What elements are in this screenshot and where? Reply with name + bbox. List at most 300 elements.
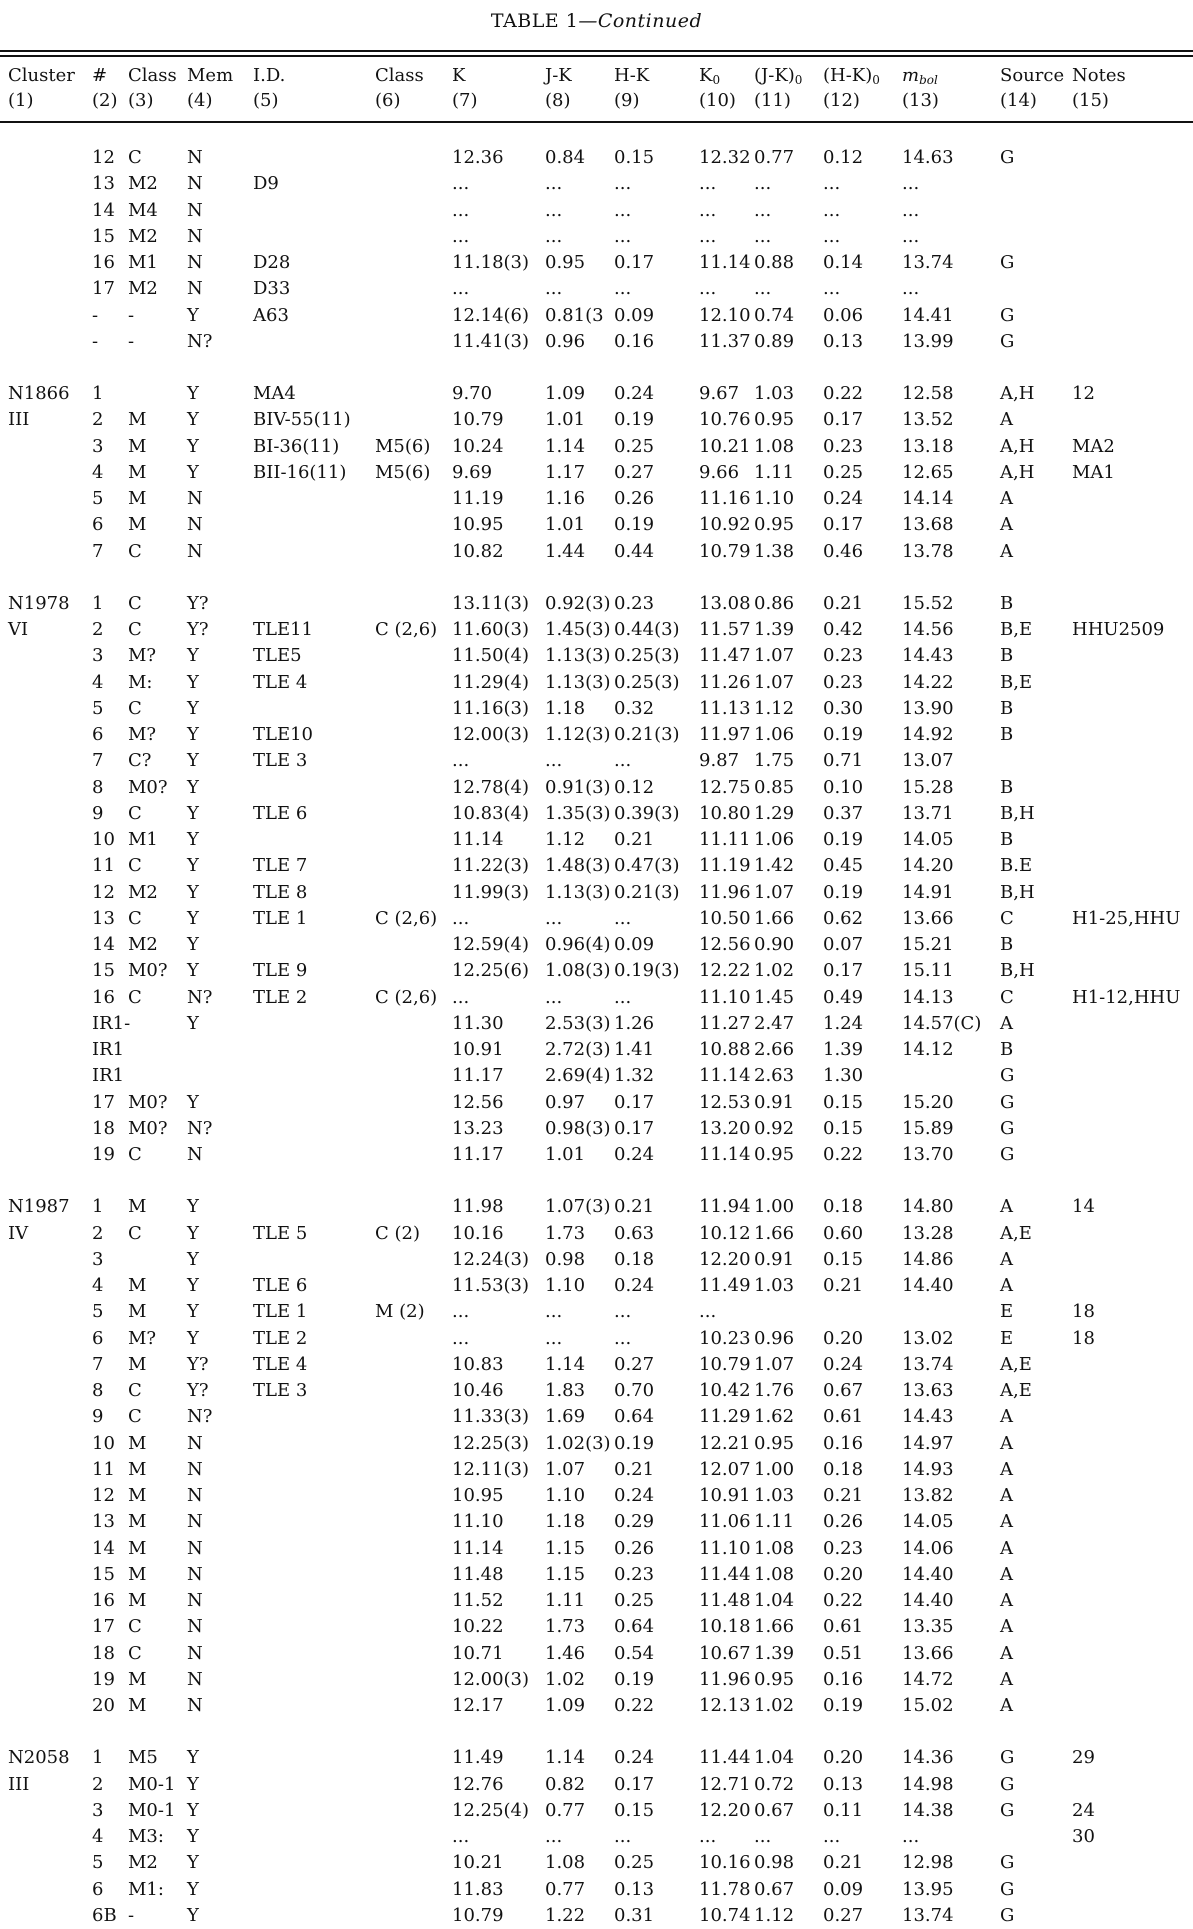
cell-membership: Y (187, 1327, 199, 1349)
cell-k-mag: ... (452, 986, 470, 1008)
cell-star-number: 3 (92, 645, 104, 667)
cell-membership: Y (187, 1248, 199, 1270)
cell-j-k: ... (545, 173, 563, 195)
cell-source: A,H (1000, 383, 1035, 404)
cell-h-k0: ... (823, 199, 841, 221)
cell-membership: N (187, 1590, 203, 1611)
header-number-star-number: (2) (92, 90, 118, 111)
cell-j-k: ... (545, 199, 563, 221)
cell-star-number: 17 (92, 1091, 115, 1113)
cell-m-bol: ... (902, 225, 920, 247)
cell-j-k0: 1.12 (754, 697, 795, 719)
cell-membership: N (187, 514, 203, 536)
cell-j-k: 0.98 (545, 1248, 586, 1270)
cell-source: B (1000, 645, 1014, 667)
header-subscript: bol (919, 73, 938, 87)
cell-identification: TLE 4 (253, 671, 308, 693)
cell-k-mag: 12.11(3) (452, 1458, 530, 1480)
cell-k-mag: 12.17 (452, 1695, 504, 1716)
cell-k0: 13.08 (699, 592, 751, 614)
cell-class: M0-1 (128, 1799, 176, 1821)
cell-j-k0: 0.96 (754, 1327, 795, 1349)
cell-j-k0: 0.85 (754, 776, 795, 798)
cell-h-k: 0.23 (614, 592, 655, 614)
cell-h-k0: ... (823, 225, 841, 247)
cell-j-k: 1.14 (545, 435, 586, 457)
cell-source: G (1000, 1852, 1015, 1874)
cell-membership: N (187, 199, 203, 221)
cell-star-number: 6 (92, 1878, 104, 1900)
cell-k-mag: 12.25(6) (452, 960, 530, 982)
cell-m-bol: 13.52 (902, 409, 954, 431)
cell-j-k0: 0.86 (754, 592, 795, 614)
cell-j-k0: 1.12 (754, 1904, 795, 1926)
cell-star-number: 6 (92, 724, 104, 745)
cell-k-mag: 11.48 (452, 1563, 504, 1585)
cell-k0: 12.07 (699, 1458, 751, 1480)
cell-m-bol: 14.40 (902, 1563, 954, 1585)
header-j-k: J-K (545, 65, 572, 86)
cell-membership: N (187, 252, 203, 273)
cell-k-mag: 11.14 (452, 829, 504, 850)
cell-class: C (128, 147, 142, 168)
cell-class: M (128, 1563, 147, 1585)
cell-k0: ... (699, 199, 717, 221)
cell-source: A (1000, 409, 1013, 431)
cell-k0: 13.20 (699, 1117, 751, 1139)
cell-j-k: 1.02(3) (545, 1432, 611, 1454)
cell-membership: Y? (187, 1380, 209, 1401)
cell-identification: TLE 7 (253, 855, 308, 877)
cell-identification: TLE5 (253, 645, 302, 667)
cell-star-number: 1 (92, 1196, 104, 1218)
cell-m-bol: 14.63 (902, 147, 954, 168)
cell-j-k: 2.69(4) (545, 1065, 611, 1087)
cell-h-k0: 0.22 (823, 1590, 864, 1611)
cell-h-k: ... (614, 986, 632, 1008)
cell-k-mag: ... (452, 907, 470, 929)
cell-h-k0: 0.13 (823, 330, 864, 352)
cell-star-number: 8 (92, 776, 104, 798)
cell-k-mag: 12.25(4) (452, 1799, 530, 1821)
cell-m-bol: 13.71 (902, 802, 954, 824)
cell-h-k0: 0.06 (823, 304, 864, 326)
cell-k0: 11.96 (699, 1668, 751, 1690)
cell-j-k: ... (545, 750, 563, 772)
header-number-class: (3) (128, 90, 154, 111)
table-row (0, 801, 1193, 827)
table-row (0, 1431, 1193, 1457)
table-row (0, 460, 1193, 486)
cell-k0: 11.14 (699, 1065, 751, 1087)
cell-identification: TLE 2 (253, 986, 308, 1008)
table-row (0, 1063, 1193, 1089)
cell-identification: D9 (253, 173, 279, 195)
cell-star-number: 5 (92, 697, 104, 719)
cell-source: A (1000, 1642, 1013, 1664)
header-j-k0: $(J-K)_0$ (754, 65, 803, 87)
cell-class: M1 (128, 252, 158, 273)
cell-k-mag: 10.21 (452, 1852, 504, 1874)
cell-membership: N (187, 225, 203, 247)
cell-k-mag: 11.18(3) (452, 252, 530, 273)
cell-h-k: ... (614, 907, 632, 929)
header-number-k0: (10) (699, 90, 736, 111)
cell-j-k: 1.07 (545, 1458, 586, 1480)
cell-h-k0: 0.17 (823, 514, 864, 536)
cell-m-bol: 12.65 (902, 461, 954, 483)
cell-class: C (128, 540, 142, 562)
cell-class: - (128, 1904, 135, 1926)
cell-h-k: 0.27 (614, 461, 655, 483)
cell-class: C (128, 1380, 142, 1401)
cell-membership: Y (187, 750, 199, 772)
cell-star-number: 3 (92, 1799, 104, 1821)
cell-class: M? (128, 1327, 157, 1349)
cell-j-k: 1.17 (545, 461, 586, 483)
cell-h-k: 0.15 (614, 1799, 655, 1821)
cell-h-k: 0.26 (614, 488, 655, 509)
cell-k-mag: ... (452, 1327, 470, 1349)
cell-star-number: 14 (92, 934, 115, 955)
cell-h-k: ... (614, 750, 632, 772)
cell-h-k: 0.17 (614, 1091, 655, 1113)
cell-j-k0: 2.47 (754, 1012, 795, 1034)
cell-j-k0: 1.07 (754, 645, 795, 667)
cell-star-number: 4 (92, 1275, 104, 1296)
cell-notes: 18 (1072, 1301, 1095, 1323)
cell-m-bol: 14.06 (902, 1537, 954, 1559)
table-row (0, 722, 1193, 748)
cell-h-k0: 0.15 (823, 1248, 864, 1270)
cell-h-k: 0.27 (614, 1353, 655, 1375)
cell-k0: 11.10 (699, 1537, 751, 1559)
cell-source: A (1000, 1458, 1013, 1480)
cell-class: M (128, 461, 147, 483)
cell-j-k: 1.10 (545, 1275, 586, 1296)
cell-j-k0: 1.03 (754, 1275, 795, 1296)
cell-j-k: 0.77 (545, 1799, 586, 1821)
cell-j-k0: 1.06 (754, 724, 795, 745)
cell-h-k0: 1.39 (823, 1039, 864, 1060)
cell-k0: 11.27 (699, 1012, 751, 1034)
cell-h-k0: 0.37 (823, 802, 864, 824)
cell-membership: N? (187, 986, 213, 1008)
cell-spectral-class: M5(6) (375, 461, 431, 483)
cell-class: C (128, 1642, 142, 1664)
cell-spectral-class: C (2) (375, 1222, 420, 1244)
cell-k0: 12.56 (699, 934, 751, 955)
cell-k0: 10.79 (699, 540, 751, 562)
cell-j-k: 1.12 (545, 829, 586, 850)
cell-k0: 12.20 (699, 1248, 751, 1270)
cell-h-k0: ... (823, 173, 841, 195)
cell-star-number: 4 (92, 461, 104, 483)
header-number-membership: (4) (187, 90, 213, 111)
cell-k0: 11.44 (699, 1563, 751, 1585)
cell-h-k0: 0.27 (823, 1904, 864, 1926)
cell-m-bol: 13.82 (902, 1485, 954, 1506)
cell-membership: Y (187, 645, 199, 667)
cell-class: M (128, 1196, 147, 1218)
cell-m-bol: 14.98 (902, 1773, 954, 1795)
cell-class: M (128, 1668, 147, 1690)
cell-k0: 10.80 (699, 802, 751, 824)
cell-j-k0: 0.72 (754, 1773, 795, 1795)
cell-k-mag: 10.95 (452, 514, 504, 536)
cell-j-k0: ... (754, 1826, 772, 1847)
cell-k0: 11.97 (699, 724, 751, 745)
cell-membership: N (187, 1144, 203, 1165)
table-row (0, 1378, 1193, 1404)
cell-notes: 30 (1072, 1826, 1095, 1847)
cell-source: G (1000, 330, 1015, 352)
cell-j-k0: 1.76 (754, 1380, 795, 1401)
cell-j-k: 1.73 (545, 1616, 586, 1638)
cell-cluster: N1987 (8, 1196, 70, 1218)
cell-j-k: 1.44 (545, 540, 586, 562)
cell-class: C (128, 697, 142, 719)
table-row (0, 906, 1193, 932)
cell-j-k: ... (545, 1301, 563, 1323)
cell-source: G (1000, 1799, 1015, 1821)
cell-j-k: 0.98(3) (545, 1117, 611, 1139)
cell-spectral-class: M5(6) (375, 435, 431, 457)
cell-m-bol: 14.20 (902, 855, 954, 877)
cell-m-bol: 13.35 (902, 1616, 954, 1638)
top-rule-2 (0, 55, 1193, 57)
cell-m-bol: 14.93 (902, 1458, 954, 1480)
header-identification: I.D. (253, 65, 286, 86)
header-number-k-mag: (7) (452, 90, 478, 111)
cell-source: E (1000, 1301, 1014, 1323)
cell-star-number: 15 (92, 960, 115, 982)
cell-source: A,H (1000, 461, 1035, 483)
cell-m-bol: 14.05 (902, 1511, 954, 1533)
cell-h-k0: 0.26 (823, 1511, 864, 1533)
cell-k0: 11.11 (699, 829, 751, 850)
cell-k-mag: 11.99(3) (452, 881, 530, 903)
cell-j-k: 1.18 (545, 1511, 586, 1533)
cell-identification: TLE 3 (253, 750, 308, 772)
cell-j-k0: 2.66 (754, 1039, 795, 1060)
cell-k0: 12.53 (699, 1091, 751, 1113)
cell-class: M5 (128, 1747, 158, 1769)
cell-h-k: 0.09 (614, 304, 655, 326)
cell-j-k0: 1.07 (754, 881, 795, 903)
cell-membership: Y (187, 461, 199, 483)
cell-h-k: 0.31 (614, 1904, 655, 1926)
cell-k0: ... (699, 225, 717, 247)
cell-star-number: 3 (92, 435, 104, 457)
cell-star-number: 1 (92, 383, 104, 404)
cell-j-k: 0.82 (545, 1773, 586, 1795)
cell-class: - (128, 330, 135, 352)
cell-membership: N (187, 1563, 203, 1585)
cell-h-k: ... (614, 1301, 632, 1323)
cell-class: M (128, 1537, 147, 1559)
table-row (0, 958, 1193, 984)
cell-k-mag: ... (452, 225, 470, 247)
cell-j-k: 1.07(3) (545, 1196, 611, 1218)
cell-star-number: IR1 (92, 1065, 125, 1087)
cell-h-k: 0.29 (614, 1511, 655, 1533)
cell-source: A (1000, 1248, 1013, 1270)
cell-identification: BIV-55(11) (253, 409, 351, 431)
cell-cluster: N2058 (8, 1747, 70, 1769)
cell-h-k: 0.21 (614, 829, 655, 850)
cell-k0: 11.47 (699, 645, 751, 667)
cell-j-k: 1.22 (545, 1904, 586, 1926)
cell-membership: N? (187, 330, 213, 352)
cell-membership: N (187, 278, 203, 300)
cell-h-k: 0.39(3) (614, 802, 680, 824)
cell-star-number: 18 (92, 1117, 115, 1139)
cell-membership: Y (187, 907, 199, 929)
cell-h-k0: 0.16 (823, 1668, 864, 1690)
cell-identification: TLE 1 (253, 1301, 308, 1323)
cell-membership: Y (187, 776, 199, 798)
cell-j-k0: 1.11 (754, 1511, 795, 1533)
cell-h-k0: 0.20 (823, 1747, 864, 1769)
cell-k-mag: 11.22(3) (452, 855, 530, 877)
cell-j-k0: 1.42 (754, 855, 795, 877)
cell-star-number: 7 (92, 750, 104, 772)
cell-h-k: 1.41 (614, 1039, 655, 1060)
cell-membership: Y? (187, 619, 209, 640)
table-row (0, 1667, 1193, 1693)
cell-source: G (1000, 1091, 1015, 1113)
cell-class: M0? (128, 776, 168, 798)
cell-h-k0: 0.21 (823, 1485, 864, 1506)
cell-j-k: 1.15 (545, 1537, 586, 1559)
cell-class: M2 (128, 173, 158, 195)
cell-j-k0: 1.04 (754, 1590, 795, 1611)
cell-class: C (128, 592, 142, 614)
cell-k-mag: 10.16 (452, 1222, 504, 1244)
cell-identification: TLE 1 (253, 907, 308, 929)
cell-h-k: ... (614, 199, 632, 221)
cell-source: G (1000, 1144, 1015, 1165)
cell-j-k: 0.92(3) (545, 592, 611, 614)
cell-cluster: III (8, 1773, 30, 1795)
cell-j-k: 0.81(3 (545, 304, 604, 326)
cell-source: G (1000, 304, 1015, 326)
cell-source: A (1000, 1668, 1013, 1690)
cell-h-k0: 0.23 (823, 1537, 864, 1559)
cell-source: E (1000, 1327, 1014, 1349)
cell-class: C (128, 619, 142, 640)
cell-h-k0: 0.20 (823, 1327, 864, 1349)
header-number-m-bol: (13) (902, 90, 939, 111)
cell-h-k: 0.18 (614, 1248, 655, 1270)
cell-source: C (1000, 986, 1014, 1008)
cell-class: M2 (128, 934, 158, 955)
cell-class: M (128, 409, 147, 431)
cell-class: M1: (128, 1878, 164, 1900)
cell-notes: H1-25,HHU (1072, 907, 1181, 929)
cell-membership: Y (187, 671, 199, 693)
cell-h-k0: ... (823, 278, 841, 300)
cell-h-k0: 0.18 (823, 1458, 864, 1480)
cell-star-number: 1 (92, 1747, 104, 1769)
cell-notes: 29 (1072, 1747, 1095, 1769)
cell-star-number: 9 (92, 802, 104, 824)
cell-notes: H1-12,HHU (1072, 986, 1181, 1008)
cell-h-k0: 0.60 (823, 1222, 864, 1244)
cell-class: - (128, 304, 135, 326)
cell-source: A,E (1000, 1380, 1032, 1401)
cell-k0: 11.94 (699, 1196, 751, 1218)
cell-class: M2 (128, 881, 158, 903)
cell-class: M1 (128, 829, 158, 850)
cell-h-k0: 0.18 (823, 1196, 864, 1218)
cell-membership: Y (187, 1301, 199, 1323)
cell-h-k0: 0.09 (823, 1878, 864, 1900)
header-number-j-k: (8) (545, 90, 571, 111)
cell-j-k: ... (545, 1826, 563, 1847)
cell-m-bol: 14.36 (902, 1747, 954, 1769)
cell-h-k: 0.25 (614, 1852, 655, 1874)
cell-j-k0: 1.11 (754, 461, 795, 483)
cell-h-k: 0.13 (614, 1878, 655, 1900)
cell-m-bol: 14.91 (902, 881, 954, 903)
cell-j-k: 1.69 (545, 1406, 586, 1428)
cell-membership: Y (187, 1773, 199, 1795)
cell-h-k0: 0.19 (823, 881, 864, 903)
cell-source: B (1000, 934, 1014, 955)
cell-j-k: ... (545, 907, 563, 929)
header-number-spectral-class: (6) (375, 90, 401, 111)
cell-j-k0: 1.08 (754, 1537, 795, 1559)
table-row (0, 250, 1193, 276)
cell-k0: 12.75 (699, 776, 751, 798)
cell-class: C (128, 986, 142, 1008)
cell-j-k0: 1.45 (754, 986, 795, 1008)
cell-class: M4 (128, 199, 158, 221)
cell-m-bol: 14.38 (902, 1799, 954, 1821)
cell-class: M (128, 1432, 147, 1454)
cell-h-k: ... (614, 173, 632, 195)
cell-membership: N (187, 488, 203, 509)
cell-k-mag: 10.71 (452, 1642, 504, 1664)
cell-k0: 10.16 (699, 1852, 751, 1874)
header-h-k0: $(H-K)_0$ (823, 65, 880, 87)
cell-h-k: 0.24 (614, 1485, 655, 1506)
table-row (0, 1299, 1193, 1325)
cell-m-bol: 14.43 (902, 1406, 954, 1428)
cell-h-k0: 0.23 (823, 671, 864, 693)
cell-membership: N (187, 173, 203, 195)
cell-j-k0: 2.63 (754, 1065, 795, 1087)
cell-source: A (1000, 540, 1013, 562)
cell-star-number: 2 (92, 1773, 104, 1795)
cell-h-k: 0.23 (614, 1563, 655, 1585)
cell-source: B (1000, 1039, 1014, 1060)
cell-m-bol: 14.92 (902, 724, 954, 745)
cell-k-mag: 11.10 (452, 1511, 504, 1533)
cell-membership: N (187, 1511, 203, 1533)
table-row (0, 670, 1193, 696)
cell-k0: ... (699, 1826, 717, 1847)
cell-identification: D33 (253, 278, 291, 300)
cell-m-bol: 15.21 (902, 934, 954, 955)
cell-m-bol: 14.86 (902, 1248, 954, 1270)
cell-h-k: ... (614, 225, 632, 247)
cell-source: A (1000, 488, 1013, 509)
cell-k0: 10.92 (699, 514, 751, 536)
table-row (0, 1011, 1193, 1037)
